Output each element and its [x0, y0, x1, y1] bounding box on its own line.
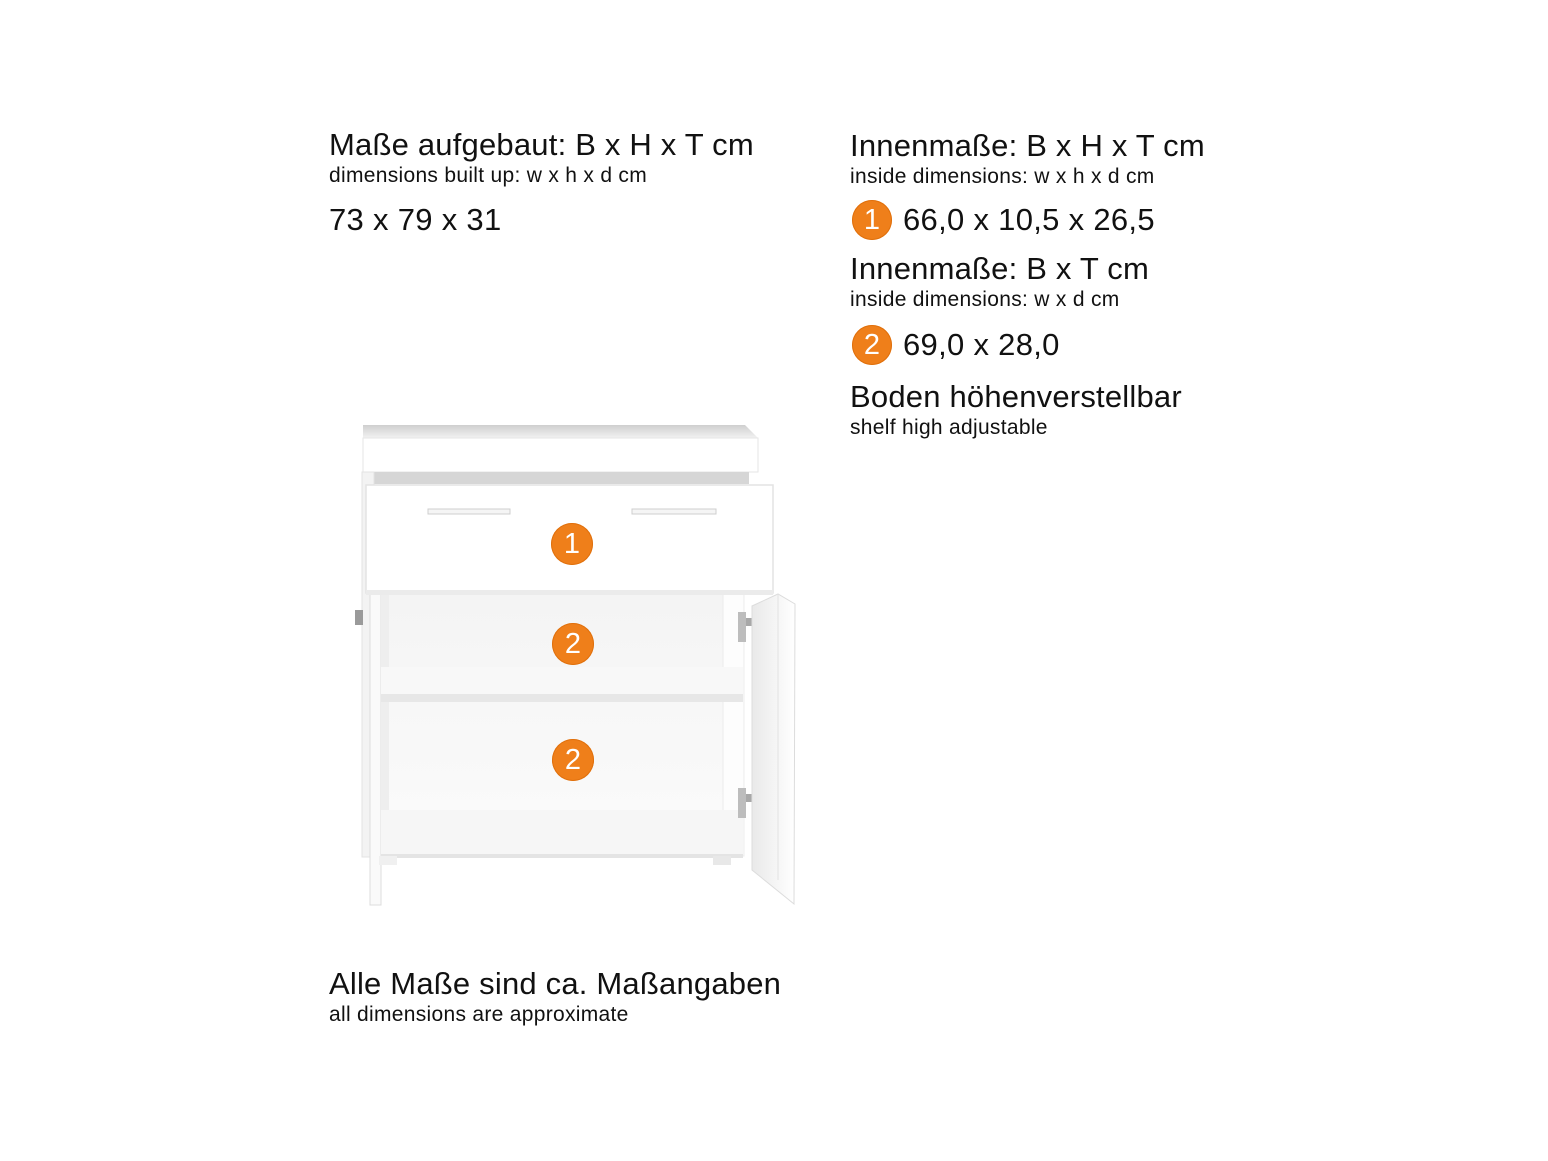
cabinet-top-plate: [363, 425, 758, 484]
inner-dimensions-2-value: 69,0 x 28,0: [903, 327, 1060, 362]
built-dimensions-subtitle: dimensions built up: w x h x d cm: [329, 164, 648, 187]
shelf-adjustable-subtitle: shelf high adjustable: [850, 416, 1048, 439]
built-dimensions-title: Maße aufgebaut: B x H x T cm: [329, 127, 754, 162]
drawer-badge: 1: [551, 523, 593, 565]
drawer-number-badge: 1: [852, 200, 892, 240]
compartment-number-badge: 2: [852, 325, 892, 365]
shelf-adjustable-title: Boden höhenverstellbar: [850, 379, 1182, 414]
upper-compartment-badge: 2: [552, 623, 594, 665]
inner-dimensions-2-subtitle: inside dimensions: w x d cm: [850, 288, 1120, 311]
built-dimensions-value: 73 x 79 x 31: [329, 202, 502, 237]
inner-dimensions-1-title: Innenmaße: B x H x T cm: [850, 128, 1205, 163]
approximate-note-subtitle: all dimensions are approximate: [329, 1003, 629, 1026]
cabinet-bottom: [379, 810, 743, 865]
approximate-note-title: Alle Maße sind ca. Maßangaben: [329, 966, 782, 1001]
lower-compartment-badge: 2: [552, 739, 594, 781]
adjustable-shelf: [381, 667, 743, 702]
cabinet-illustration: [350, 415, 810, 915]
inner-dimensions-2-title: Innenmaße: B x T cm: [850, 251, 1149, 286]
inner-dimensions-1-subtitle: inside dimensions: w x h x d cm: [850, 165, 1155, 188]
inner-dimensions-1-value: 66,0 x 10,5 x 26,5: [903, 202, 1155, 237]
cabinet-right-door: [752, 594, 795, 904]
